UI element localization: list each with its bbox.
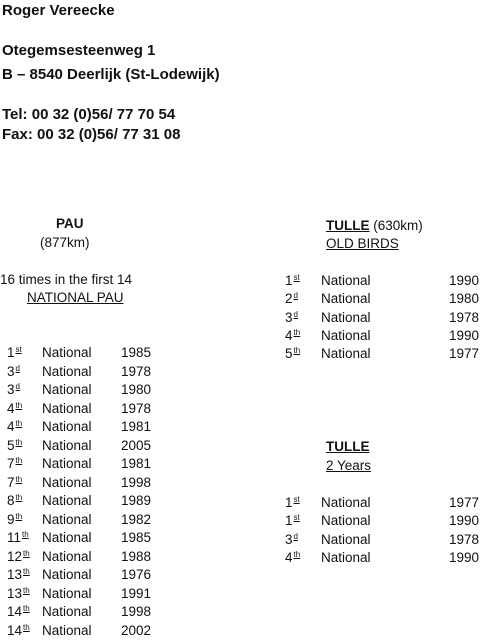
rank-number: 14 xyxy=(7,622,23,638)
result-label: National xyxy=(42,345,92,360)
fax: Fax: 00 32 (0)56/ 77 31 08 xyxy=(2,126,181,143)
tulle-old-distance: (630km) xyxy=(373,218,423,233)
rank-suffix: th xyxy=(293,327,301,337)
rank-number: 3 xyxy=(7,363,15,379)
result-rank xyxy=(285,495,300,510)
result-label: National xyxy=(321,346,371,362)
rank-suffix: th xyxy=(23,548,30,558)
rank-suffix: th xyxy=(15,419,23,428)
tulle-old-heading xyxy=(326,218,423,233)
result-row xyxy=(0,475,486,493)
telephone: Tel: 00 32 (0)56/ 77 70 54 xyxy=(2,106,176,123)
rank-suffix: d xyxy=(15,382,20,391)
rank-suffix: st xyxy=(293,495,300,504)
result-year: 1978 xyxy=(449,309,480,325)
result-label: National xyxy=(42,456,92,471)
result-row xyxy=(0,364,486,382)
result-year: 1990 xyxy=(449,273,480,288)
result-row xyxy=(0,438,486,456)
rank-suffix: st xyxy=(293,273,300,282)
result-rank xyxy=(7,456,22,471)
rank-number: 9 xyxy=(7,511,15,527)
rank-number: 13 xyxy=(7,585,23,601)
result-year: 1980 xyxy=(121,382,152,397)
result-label: National xyxy=(321,549,371,565)
rank-suffix: th xyxy=(23,567,30,576)
pau-distance: (877km) xyxy=(40,235,90,250)
result-label: National xyxy=(42,437,92,453)
result-row xyxy=(0,456,486,474)
rank-suffix: th xyxy=(293,549,301,559)
rank-number: 14 xyxy=(7,604,23,619)
result-year: 2005 xyxy=(121,437,152,453)
tulle-young-subtitle: 2 Years xyxy=(326,458,372,473)
rank-suffix: th xyxy=(23,585,30,595)
result-label: National xyxy=(42,585,92,601)
rank-number: 5 xyxy=(285,346,293,362)
result-rank xyxy=(285,513,300,528)
tulle-old-title: TULLE xyxy=(326,218,370,233)
rank-number: 3 xyxy=(285,309,293,325)
result-rank xyxy=(285,328,300,343)
rank-suffix: th xyxy=(15,400,23,410)
tulle-old-subtitle: OLD BIRDS xyxy=(326,236,399,251)
result-label: National xyxy=(42,474,92,490)
rank-suffix: th xyxy=(15,456,23,465)
rank-number: 7 xyxy=(7,456,15,471)
result-year: 1991 xyxy=(121,585,152,601)
result-row xyxy=(0,586,486,604)
pau-subtitle: NATIONAL PAU xyxy=(27,290,124,305)
rank-suffix: th xyxy=(15,474,23,484)
result-row xyxy=(0,401,486,419)
rank-number: 3 xyxy=(7,382,15,397)
tulle-young-title: TULLE xyxy=(326,439,370,454)
rank-suffix: th xyxy=(15,493,23,502)
rank-number: 12 xyxy=(7,548,23,564)
result-label: National xyxy=(42,567,92,582)
city-address: B – 8540 Deerlijk (St-Lodewijk) xyxy=(2,66,220,83)
result-row xyxy=(0,604,486,622)
result-row xyxy=(0,382,486,400)
rank-suffix: th xyxy=(293,346,301,356)
result-label: National xyxy=(42,548,92,564)
result-year: 1978 xyxy=(449,531,480,547)
result-year: 1977 xyxy=(449,495,480,510)
rank-number: 4 xyxy=(285,549,293,565)
rank-suffix: st xyxy=(15,345,22,354)
result-rank xyxy=(285,310,298,325)
result-label: National xyxy=(321,327,371,343)
rank-number: 1 xyxy=(285,273,293,288)
rank-suffix: st xyxy=(293,513,300,523)
result-row xyxy=(0,513,486,531)
result-year: 1985 xyxy=(121,530,152,545)
pau-title: PAU xyxy=(56,216,84,231)
result-row xyxy=(0,550,486,568)
result-label: National xyxy=(42,493,92,508)
result-year: 1981 xyxy=(121,419,152,434)
street-address: Otegemsesteenweg 1 xyxy=(2,42,156,59)
result-label: National xyxy=(42,382,92,397)
result-year: 1990 xyxy=(449,549,480,565)
rank-suffix: d xyxy=(293,309,298,319)
result-row xyxy=(0,346,486,364)
rank-suffix: th xyxy=(23,622,30,632)
result-rank xyxy=(285,273,300,288)
rank-number: 11 xyxy=(7,530,22,545)
result-rank xyxy=(7,475,22,490)
rank-number: 1 xyxy=(285,513,293,529)
result-year: 1981 xyxy=(121,456,152,471)
result-year: 1980 xyxy=(449,291,480,307)
result-rank xyxy=(285,550,300,565)
result-rank xyxy=(285,291,298,306)
rank-number: 5 xyxy=(7,437,15,453)
result-year: 1990 xyxy=(449,327,480,343)
rank-suffix: th xyxy=(22,530,29,539)
result-row xyxy=(0,532,486,550)
rank-suffix: th xyxy=(15,437,23,447)
result-label: National xyxy=(42,530,92,545)
result-row xyxy=(0,495,486,513)
result-rank xyxy=(7,567,30,582)
rank-number: 4 xyxy=(7,400,15,416)
result-label: National xyxy=(321,495,371,510)
rank-number: 3 xyxy=(285,531,293,547)
rank-number: 1 xyxy=(285,495,293,510)
result-rank xyxy=(7,586,30,601)
result-row xyxy=(0,310,486,328)
rank-number: 8 xyxy=(7,493,15,508)
result-label: National xyxy=(321,513,371,529)
rank-suffix: d xyxy=(15,363,20,373)
result-year: 1985 xyxy=(121,345,152,360)
rank-number: 4 xyxy=(7,419,15,434)
result-label: National xyxy=(321,309,371,325)
result-rank xyxy=(7,382,20,397)
result-label: National xyxy=(42,419,92,434)
result-rank xyxy=(285,346,300,361)
rank-suffix: d xyxy=(293,531,298,541)
rank-number: 1 xyxy=(7,345,15,360)
result-row xyxy=(0,328,486,346)
result-label: National xyxy=(42,622,92,638)
pau-summary: 16 times in the first 14 xyxy=(0,272,133,287)
result-rank xyxy=(7,401,22,416)
result-rank xyxy=(7,623,30,638)
result-year: 1998 xyxy=(121,604,152,619)
result-row xyxy=(0,567,486,585)
rank-number: 7 xyxy=(7,474,15,490)
result-row xyxy=(0,291,486,309)
result-label: National xyxy=(42,604,92,619)
result-rank xyxy=(7,438,22,453)
result-rank xyxy=(7,364,20,379)
rank-suffix: th xyxy=(23,604,30,613)
result-year: 1982 xyxy=(121,511,152,527)
result-year: 2002 xyxy=(121,622,152,638)
result-label: National xyxy=(321,273,371,288)
result-rank xyxy=(7,604,30,619)
rank-suffix: th xyxy=(15,511,23,521)
result-label: National xyxy=(42,511,92,527)
rank-suffix: d xyxy=(293,291,298,301)
rank-number: 4 xyxy=(285,327,293,343)
result-row xyxy=(0,273,486,291)
result-year: 1989 xyxy=(121,493,152,508)
result-year: 1998 xyxy=(121,474,152,490)
result-year: 1988 xyxy=(121,548,152,564)
result-label: National xyxy=(42,363,92,379)
rank-number: 13 xyxy=(7,567,23,582)
result-year: 1976 xyxy=(121,567,152,582)
rank-number: 2 xyxy=(285,291,293,307)
result-year: 1977 xyxy=(449,346,480,362)
owner-name: Roger Vereecke xyxy=(2,2,115,19)
result-label: National xyxy=(42,400,92,416)
result-label: National xyxy=(321,531,371,547)
result-year: 1978 xyxy=(121,400,152,416)
result-label: National xyxy=(321,291,371,307)
result-year: 1990 xyxy=(449,513,480,529)
result-row xyxy=(0,419,486,437)
result-year: 1978 xyxy=(121,363,152,379)
result-rank xyxy=(7,419,22,434)
result-rank xyxy=(285,532,298,547)
